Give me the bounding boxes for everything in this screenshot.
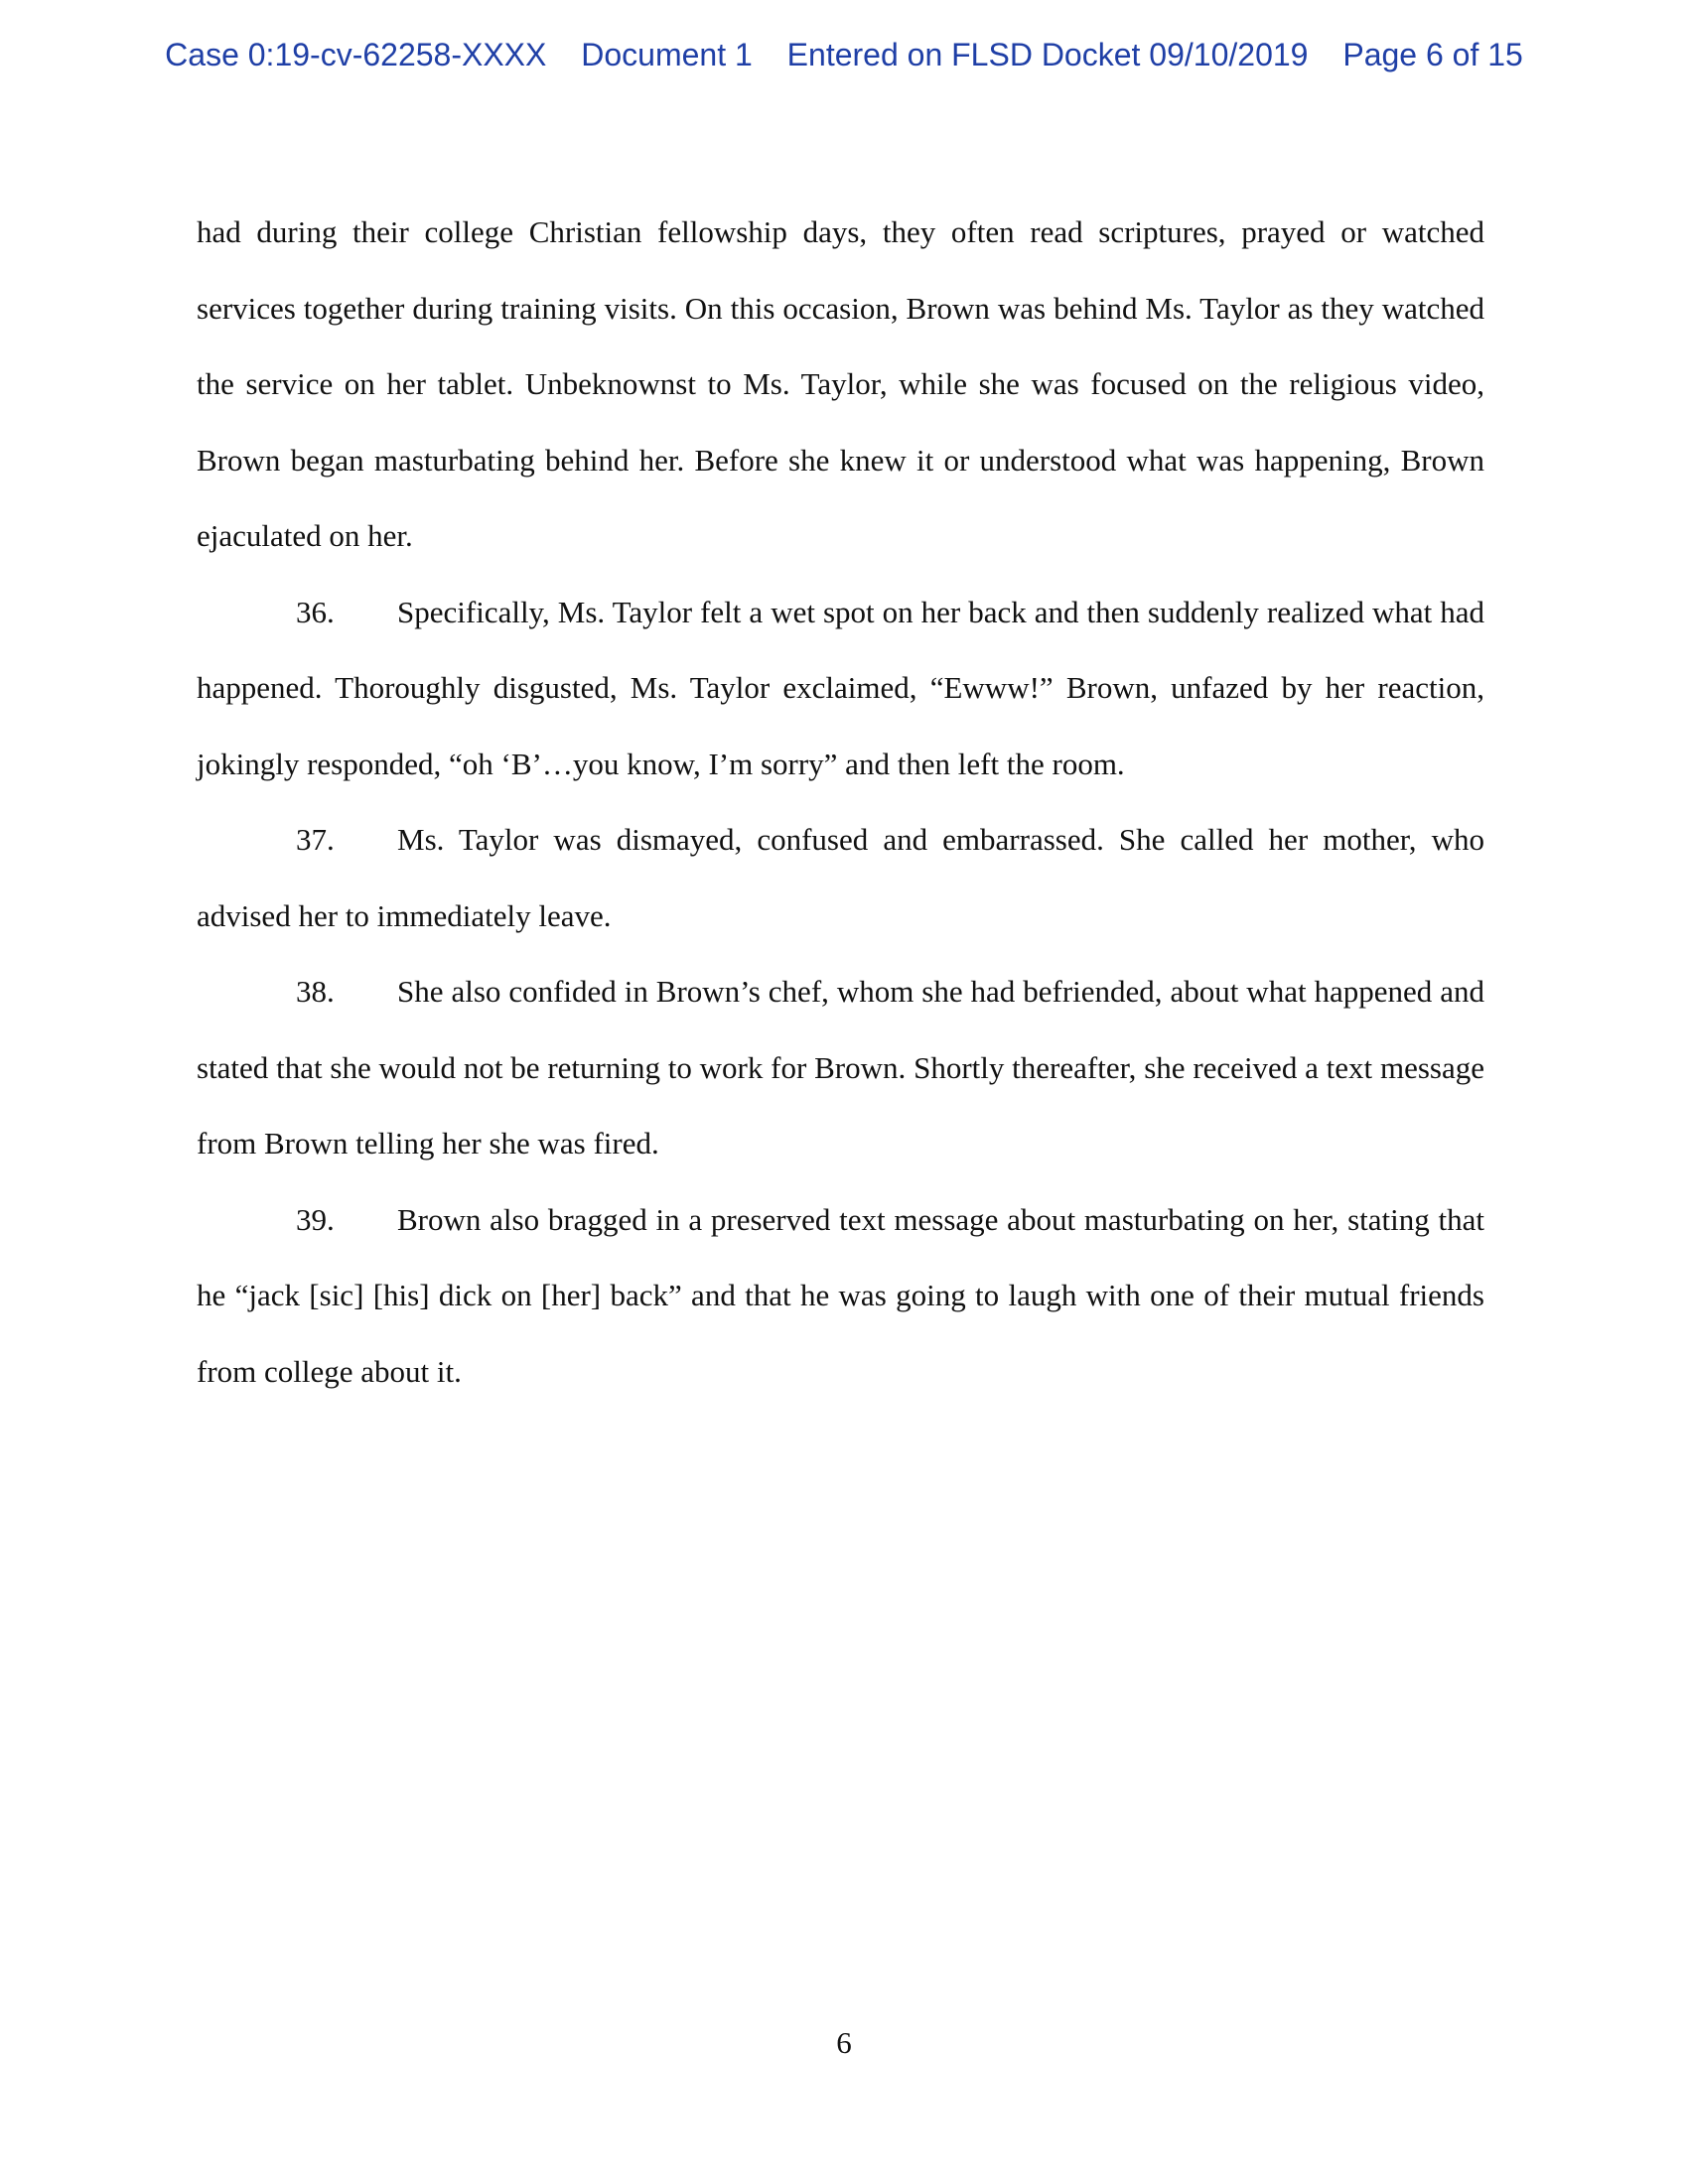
paragraph-text: Specifically, Ms. Taylor felt a wet spot on her back and then suddenly realized what had happened. Thoroughly disgusted, Ms. Taylor exclaimed, “Ewww!” Brown, unfazed by her reaction, jokingly responded, “oh ‘B’…you know, I’m sorry” and then left the room.: [197, 594, 1484, 781]
paragraph-39: [197, 1182, 1484, 1411]
document-number: Document 1: [581, 37, 753, 72]
paragraph-text: had during their college Christian fellowship days, they often read scriptures, prayed or watched services together during training visits. On this occasion, Brown was behind Ms. Taylor as they watched the service on her tablet. Unbeknownst to Ms. Taylor, while she was focused on the religious video, Brown began masturbating behind her. Before she knew it or understood what was happening, Brown ejaculated on her.: [197, 214, 1484, 553]
page-indicator: Page 6 of 15: [1342, 37, 1523, 72]
paragraph-text: She also confided in Brown’s chef, whom she had befriended, about what happened and stated that she would not be returning to work for Brown. Shortly thereafter, she received a text message from Brown telling her she was fired.: [197, 974, 1484, 1160]
docket-entry-date: Entered on FLSD Docket 09/10/2019: [786, 37, 1309, 72]
paragraph-37: [197, 802, 1484, 954]
paragraph-38: [197, 954, 1484, 1182]
paragraph-number: 38.: [296, 974, 335, 1009]
document-body: [197, 195, 1484, 1410]
paragraph-number: 36.: [296, 594, 335, 629]
paragraph-continued: [197, 195, 1484, 575]
court-filing-header: [0, 37, 1688, 73]
page-number: 6: [836, 2025, 852, 2060]
paragraph-number: 39.: [296, 1201, 335, 1237]
paragraph-36: [197, 575, 1484, 803]
paragraph-text: Ms. Taylor was dismayed, confused and embarrassed. She called her mother, who advised her to immediately leave.: [197, 822, 1484, 933]
paragraph-number: 37.: [296, 822, 335, 857]
case-number: Case 0:19-cv-62258-XXXX: [165, 37, 547, 72]
paragraph-text: Brown also bragged in a preserved text message about masturbating on her, stating that he “jack [sic] [his] dick on [her] back” and that he was going to laugh with one of their mutual friends from college about it.: [197, 1201, 1484, 1389]
